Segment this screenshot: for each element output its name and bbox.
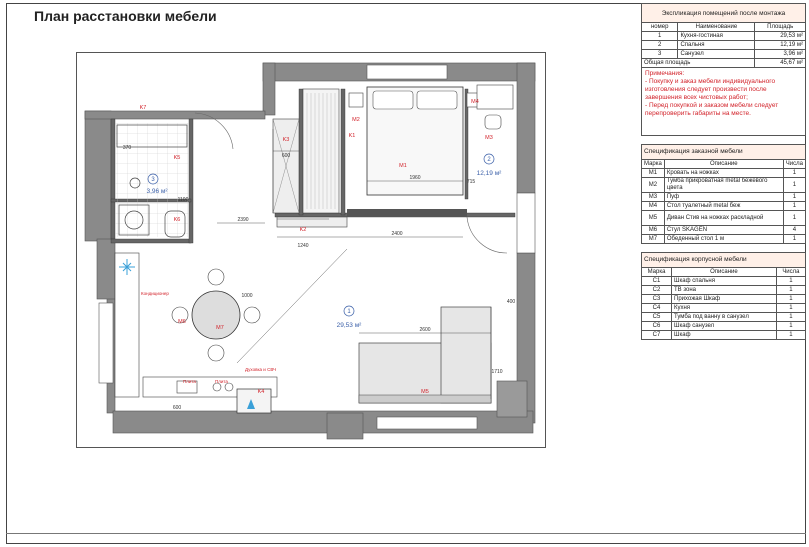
total-value: 45,67 м² [755,59,806,68]
mark-cell: C6 [642,322,672,331]
mark-cell: M2 [642,178,665,193]
table-row [642,304,806,313]
notes-block [641,68,806,136]
table-row [642,277,806,286]
room-name: Санузел [678,50,755,59]
table-row [642,295,806,304]
room-num: 2 [642,41,678,50]
dim-bed: 1960 [409,175,421,181]
notes-title: Примечания: [645,70,685,77]
tv-console [347,209,467,217]
cabinet-col-qty: Числа [776,268,805,277]
description-cell: Шкаф [672,331,777,340]
furniture-table-header: Спецификация заказной мебели [642,145,806,160]
rooms-col-name: Наименование [678,23,755,32]
dim-wc: 1100 [177,197,189,203]
bedroom-wardrobe [303,89,339,213]
total-label: Общая площадь [642,59,755,68]
table-row [642,322,806,331]
mark-cell: M7 [642,235,665,244]
cabinet-col-mark: Марка [642,268,672,277]
tag-k4: K4 [257,389,265,395]
dining-table [192,291,240,339]
qty-cell: 1 [783,211,805,226]
room-2-number: 2 [487,157,491,163]
cabinet-table [641,252,806,340]
mark-cell: M3 [642,193,665,202]
description-cell: Обеденный стол 1 м [664,235,783,244]
qty-cell: 1 [783,235,805,244]
room-name: Спальня [678,41,755,50]
tag-m4: M4 [471,99,479,105]
rooms-table [641,3,806,68]
chair-right [244,307,260,323]
description-cell: Шкаф санузел [672,322,777,331]
note-item: - Покупку и заказ мебели индивидуального изготовления следует произвести после завершения всех чистовых работ; [645,78,776,101]
wall-pier [497,381,527,417]
mark-cell: C4 [642,304,672,313]
rooms-col-area: Площадь [755,23,806,32]
room-2-area: 12,19 м² [476,170,502,177]
oven-column [237,389,271,413]
description-cell: Тумба под ванну в санузел [672,313,777,322]
tag-m5: M5 [421,389,429,395]
room-area: 3,96 м² [755,50,806,59]
tag-m1: M1 [399,163,407,169]
room-area: 29,53 м² [755,32,806,41]
chair-bottom [208,345,224,361]
mark-cell: M6 [642,226,665,235]
tag-k7: K7 [139,105,147,111]
description-cell: Прихожая Шкаф [672,295,777,304]
qty-cell: 1 [776,295,805,304]
description-cell: Кровать на ножках [664,169,783,178]
room-name: Кухня-гостиная [678,32,755,41]
tag-k5: K5 [173,155,181,161]
cabinet-col-desc: Описание [672,268,777,277]
qty-cell: 1 [783,193,805,202]
dim-bath: 370 [122,145,132,151]
table-row [642,193,806,202]
table-row [642,202,806,211]
table-row [642,50,806,59]
tag-k1: K1 [348,133,356,139]
tag-m3: M3 [485,135,493,141]
rooms-col-num: номер [642,23,678,32]
qty-cell: 1 [776,286,805,295]
mark-cell: M5 [642,211,665,226]
dim-hall-width: 2390 [237,217,249,223]
description-cell: Диван Стив на ножках раскладной [664,211,783,226]
sofa-back [359,395,491,403]
table-row [642,41,806,50]
tv-unit [277,217,347,227]
dim-sofa-side: 1710 [491,369,503,375]
qty-cell: 1 [783,178,805,193]
mark-cell: C5 [642,313,672,322]
tag-k6: K6 [173,217,181,223]
table-row [642,59,806,68]
furniture-col-desc: Описание [664,160,783,169]
page-title: План расстановки мебели [34,8,217,24]
furniture-col-qty: Числа [783,160,805,169]
qty-cell: 1 [783,169,805,178]
qty-cell: 1 [783,202,805,211]
dim-diagonal: 1000 [241,293,253,299]
floor-plan [76,52,546,448]
note-item: - Перед покупкой и заказом мебели следует перепроверить габариты на месте. [645,102,779,117]
rooms-table-header: Экспликация помещений после монтажа [642,4,806,23]
description-cell: Стол туалетный metal беж [664,202,783,211]
description-cell: Шкаф спальня [672,277,777,286]
table-row [642,178,806,193]
pouf [485,115,501,129]
dim-room-width: 2400 [391,231,403,237]
table-row [642,331,806,340]
mark-cell: C1 [642,277,672,286]
tag-k3: K3 [282,137,290,143]
table-row [642,286,806,295]
mark-cell: C3 [642,295,672,304]
label-stove-2: Плита [215,379,228,384]
qty-cell: 1 [776,304,805,313]
room-area: 12,19 м² [755,41,806,50]
room-3-number: 3 [151,177,155,183]
room-1-number: 1 [347,309,351,315]
table-row [642,313,806,322]
sofa-chaise [441,307,491,403]
room-3-area: 3,96 м² [146,188,168,195]
cabinet-table-header: Спецификация корпусной мебели [642,253,806,268]
room-num: 1 [642,32,678,41]
dim-window: 400 [506,299,516,305]
nightstand-left [349,93,363,107]
furniture-col-mark: Марка [642,160,665,169]
qty-cell: 1 [776,313,805,322]
table-row [642,169,806,178]
description-cell: Кухня [672,304,777,313]
mark-cell: C7 [642,331,672,340]
mark-cell: M4 [642,202,665,211]
mark-cell: C2 [642,286,672,295]
dim-tv: 1240 [297,243,309,249]
tag-m7: M7 [216,325,224,331]
chair-top [208,269,224,285]
tag-m2: M2 [352,117,360,123]
pillow-right [417,91,457,109]
description-cell: ТВ зона [672,286,777,295]
qty-cell: 4 [783,226,805,235]
dim-hall: 600 [281,153,291,159]
table-row [642,226,806,235]
label-conditioner: Кондиционер [141,291,169,296]
dim-sofa: 2600 [419,327,431,333]
description-cell: Тумба прикроватная metal бежевого цвета [664,178,783,193]
pillow-left [373,91,413,109]
bottom-border [6,533,806,534]
label-oven: Духовка и СВЧ [245,367,277,372]
qty-cell: 1 [776,322,805,331]
bedroom-door-arc [467,217,507,253]
description-cell: Пуф [664,193,783,202]
room-1-area: 29,53 м² [336,322,362,329]
table-row [642,211,806,226]
table-row [642,32,806,41]
furniture-table [641,144,806,244]
qty-cell: 1 [776,331,805,340]
mark-cell: M1 [642,169,665,178]
label-stove-1: Плита [183,379,196,384]
dim-bed-side: 715 [466,179,476,185]
qty-cell: 1 [776,277,805,286]
tag-k2: K2 [299,227,307,233]
description-cell: Стул SKAGEN [664,226,783,235]
side-panel [641,3,806,340]
vanity-table [477,85,513,109]
table-row [642,235,806,244]
dim-counter: 600 [172,405,182,411]
room-num: 3 [642,50,678,59]
tag-m6: M6 [178,319,186,325]
